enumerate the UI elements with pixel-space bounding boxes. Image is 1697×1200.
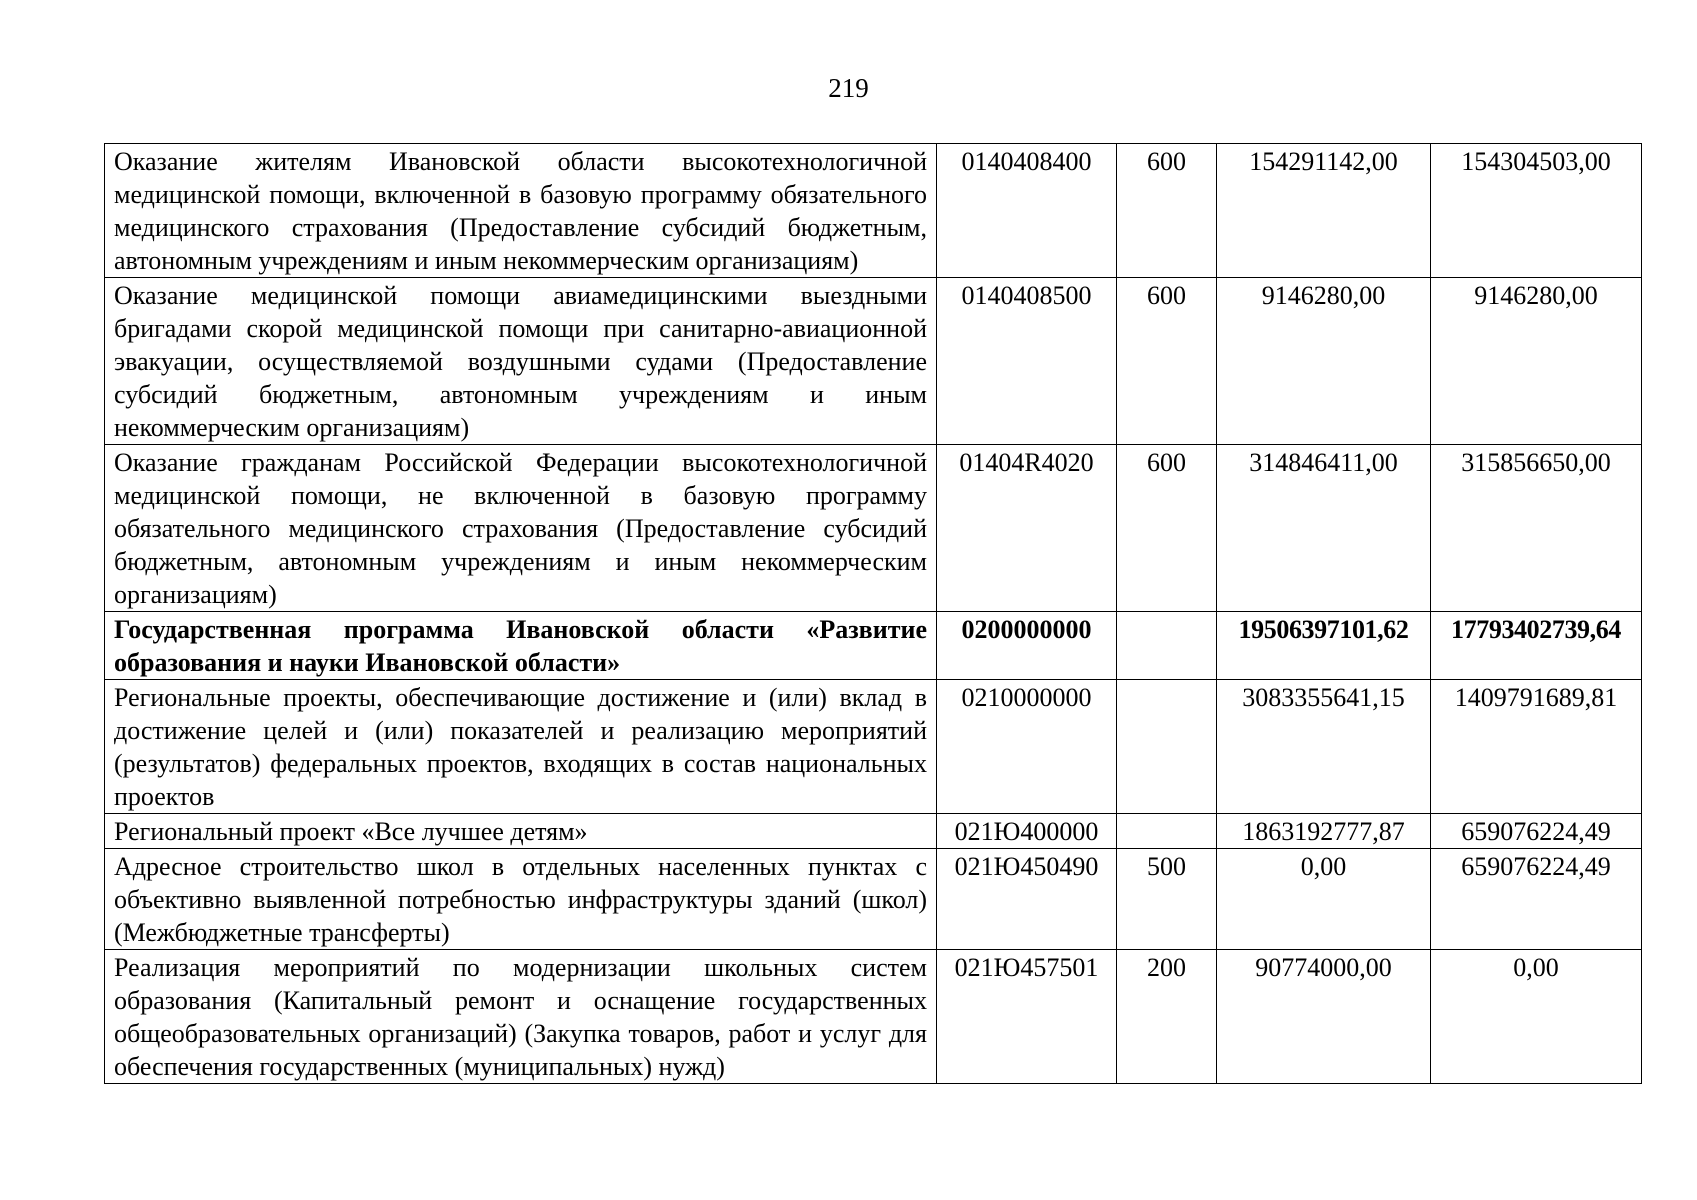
row-code: 0200000000 [937,612,1117,680]
row-amount-2: 659076224,49 [1431,814,1642,849]
row-code: 0210000000 [937,680,1117,814]
row-name: Адресное строительство школ в отдельных населенных пунктах с объективно выявленной потребностью инфраструктуры зданий (школ) (Межбюджетные трансферты) [105,849,937,950]
row-code: 021Ю400000 [937,814,1117,849]
table-row-program [105,612,1642,680]
row-name: Оказание жителям Ивановской области высокотехнологичной медицинской помощи, включенной в базовую программу обязательного медицинского страхования (Предоставление субсидий бюджетным, автономным учреждениям и иным некоммерческим организациям) [105,144,937,278]
row-name: Региональные проекты, обеспечивающие достижение и (или) вклад в достижение целей и (или) показателей и реализацию мероприятий (результатов) федеральных проектов, входящих в состав национальных проектов [105,680,937,814]
page-number: 219 [828,73,869,103]
row-amount-1: 314846411,00 [1217,445,1431,612]
table-row [105,445,1642,612]
row-amount-2: 154304503,00 [1431,144,1642,278]
row-code: 01404R4020 [937,445,1117,612]
row-kind: 600 [1117,278,1217,445]
table-row [105,680,1642,814]
row-amount-2: 659076224,49 [1431,849,1642,950]
row-amount-1: 9146280,00 [1217,278,1431,445]
row-amount-1: 0,00 [1217,849,1431,950]
row-amount-2: 17793402739,64 [1431,612,1642,680]
row-name: Региональный проект «Все лучшее детям» [105,814,937,849]
row-name: Оказание медицинской помощи авиамедицинскими выездными бригадами скорой медицинской помощи при санитарно-авиационной эвакуации, осуществляемой воздушными судами (Предоставление субсидий бюджетным, автономным учреждениям и иным некоммерческим организациям) [105,278,937,445]
row-name: Реализация мероприятий по модернизации школьных систем образования (Капитальный ремонт и оснащение государственных общеобразовательных организаций) (Закупка товаров, работ и услуг для обеспечения государственных (муниципальных) нужд) [105,950,937,1084]
table-row [105,144,1642,278]
row-amount-1: 90774000,00 [1217,950,1431,1084]
row-code: 0140408500 [937,278,1117,445]
row-kind [1117,680,1217,814]
row-kind: 500 [1117,849,1217,950]
row-name: Государственная программа Ивановской области «Развитие образования и науки Ивановской области» [105,612,937,680]
row-code: 0140408400 [937,144,1117,278]
row-kind: 200 [1117,950,1217,1084]
budget-table [104,143,1642,1084]
row-code: 021Ю450490 [937,849,1117,950]
row-kind: 600 [1117,445,1217,612]
row-code: 021Ю457501 [937,950,1117,1084]
row-kind [1117,814,1217,849]
row-amount-2: 315856650,00 [1431,445,1642,612]
table-row [105,278,1642,445]
row-amount-2: 0,00 [1431,950,1642,1084]
row-amount-1: 1863192777,87 [1217,814,1431,849]
table-row [105,814,1642,849]
table-row [105,849,1642,950]
row-kind [1117,612,1217,680]
table-row [105,950,1642,1084]
row-kind: 600 [1117,144,1217,278]
row-name: Оказание гражданам Российской Федерации высокотехнологичной медицинской помощи, не включенной в базовую программу обязательного медицинского страхования (Предоставление субсидий бюджетным, автономным учреждениям и иным некоммерческим организациям) [105,445,937,612]
row-amount-1: 3083355641,15 [1217,680,1431,814]
row-amount-2: 1409791689,81 [1431,680,1642,814]
row-amount-1: 19506397101,62 [1217,612,1431,680]
row-amount-2: 9146280,00 [1431,278,1642,445]
row-amount-1: 154291142,00 [1217,144,1431,278]
